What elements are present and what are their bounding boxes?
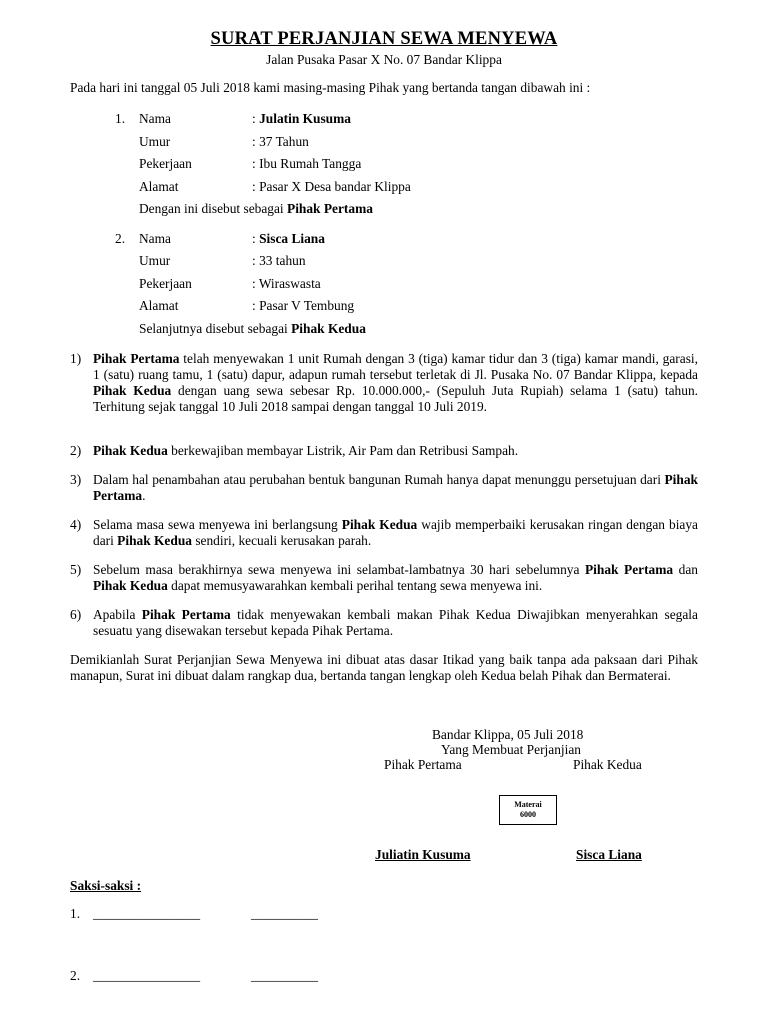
party1-number: 1. bbox=[115, 111, 126, 126]
party2-number: 2. bbox=[115, 231, 126, 246]
bold-term: Pihak Kedua bbox=[117, 533, 192, 548]
witness2-sign-line: __________ bbox=[251, 968, 318, 983]
intro-paragraph: Pada hari ini tanggal 05 Juli 2018 kami masing-masing Pihak yang bertanda tangan dibawah ini : bbox=[70, 80, 591, 95]
party1-address-label: Alamat bbox=[139, 179, 179, 194]
party1-role-text: Dengan ini disebut sebagai bbox=[139, 201, 288, 216]
signature-maker: Yang Membuat Perjanjian bbox=[441, 742, 581, 757]
party1-role-value: Pihak Pertama bbox=[287, 201, 373, 216]
document-title: SURAT PERJANJIAN SEWA MENYEWA bbox=[210, 29, 558, 49]
party2-role-value: Pihak Kedua bbox=[291, 321, 366, 336]
party1-age: : 37 Tahun bbox=[252, 134, 309, 149]
party2-address: : Pasar V Tembung bbox=[252, 298, 355, 313]
bold-term: Pihak Pertama bbox=[93, 472, 698, 503]
party2-name-value: Sisca Liana bbox=[259, 231, 325, 246]
materai-stamp bbox=[499, 795, 557, 825]
clause-text-part: dan bbox=[673, 562, 698, 577]
clause-text-part: wajib memperbaiki kerusakan ringan dengan biaya dari bbox=[93, 517, 699, 548]
party1-role bbox=[139, 201, 373, 217]
clause-text-part: dengan uang sewa sebesar Rp. 10.000.000,- (Sepuluh Juta Rupiah) selama 1 (satu) tahun. Terhitung sejak tanggal 10 Juli 2018 sampai dengan tanggal 10 Juli 2019. bbox=[93, 383, 698, 414]
bold-term: Pihak Kedua bbox=[93, 383, 172, 398]
signature-left-role: Pihak Pertama bbox=[384, 757, 462, 772]
clause-text-part: tidak menyewakan kembali makan Pihak Kedua Diwajibkan menyerahkan segala sesuatu yang disewakan tersebut kepada Pihak Pertama. bbox=[93, 607, 698, 638]
party1-job: : Ibu Rumah Tangga bbox=[252, 156, 362, 171]
party2-role bbox=[139, 321, 366, 337]
signature-left-name: Juliatin Kusuma bbox=[375, 847, 471, 862]
witnesses-heading: Saksi-saksi : bbox=[70, 878, 142, 893]
clause-text-part: . bbox=[142, 488, 146, 503]
clause-text-part: Apabila bbox=[93, 607, 142, 622]
party2-age: : 33 tahun bbox=[252, 253, 306, 268]
clause-text-part: sendiri, kecuali kerusakan parah. bbox=[191, 533, 372, 548]
clause4-text bbox=[93, 517, 698, 549]
witness2-number: 2. bbox=[70, 968, 81, 983]
stamp-value: 6000 bbox=[520, 810, 536, 819]
party2-job: : Wiraswasta bbox=[252, 276, 321, 291]
clause-text-part: Sebelum masa berakhirnya sewa menyewa ini selambat-lambatnya 30 hari sebelumnya bbox=[93, 562, 585, 577]
bold-term: Pihak Pertama bbox=[585, 562, 674, 577]
clause6-text bbox=[93, 607, 698, 639]
party2-job-label: Pekerjaan bbox=[139, 276, 192, 291]
colon: : bbox=[252, 111, 260, 126]
signature-place-date: Bandar Klippa, 05 Juli 2018 bbox=[432, 727, 584, 742]
bold-term: Pihak Pertama bbox=[141, 607, 231, 622]
witness1-sign-line: __________ bbox=[251, 906, 318, 921]
party1-name-label: Nama bbox=[139, 111, 171, 126]
colon: : bbox=[252, 231, 260, 246]
clause1-text bbox=[93, 351, 698, 415]
witness1-number: 1. bbox=[70, 906, 81, 921]
clause-text-part: Selama masa sewa menyewa ini berlangsung bbox=[93, 517, 342, 532]
witness2-name-line: ________________ bbox=[93, 968, 201, 983]
signature-right-name: Sisca Liana bbox=[576, 847, 642, 862]
bold-term: Pihak Kedua bbox=[93, 443, 168, 458]
clause5-text bbox=[93, 562, 698, 594]
party1-age-label: Umur bbox=[139, 134, 171, 149]
clause4-number: 4) bbox=[70, 517, 82, 532]
document-address: Jalan Pusaka Pasar X No. 07 Bandar Klippa bbox=[266, 52, 502, 67]
clause1-number: 1) bbox=[70, 351, 82, 366]
bold-term: Pihak Kedua bbox=[93, 578, 168, 593]
bold-term: Pihak Kedua bbox=[341, 517, 418, 532]
party1-address: : Pasar X Desa bandar Klippa bbox=[252, 179, 411, 194]
clause-text-part: berkewajiban membayar Listrik, Air Pam dan Retribusi Sampah. bbox=[167, 443, 519, 458]
clause2-number: 2) bbox=[70, 443, 82, 458]
party2-name-label: Nama bbox=[139, 231, 171, 246]
clause-text-part: telah menyewakan 1 unit Rumah dengan 3 (tiga) kamar tidur dan 3 (tiga) kamar mandi, garasi, 1 (satu) ruang tamu, 1 (satu) dapur, adapun rumah tersebut terletak di Jl. Pusaka No. 07 Bandar Klippa, kepada bbox=[93, 351, 698, 382]
witness1-name-line: ________________ bbox=[93, 906, 201, 921]
clause3-number: 3) bbox=[70, 472, 82, 487]
clause2-text bbox=[93, 443, 698, 459]
party2-role-text: Selanjutnya disebut sebagai bbox=[139, 321, 292, 336]
party1-name-value: Julatin Kusuma bbox=[259, 111, 351, 126]
party1-job-label: Pekerjaan bbox=[139, 156, 192, 171]
clause6-number: 6) bbox=[70, 607, 82, 622]
stamp-label: Materai bbox=[514, 800, 542, 809]
party1-name bbox=[252, 111, 351, 127]
party2-address-label: Alamat bbox=[139, 298, 179, 313]
party2-name bbox=[252, 231, 325, 247]
clause3-text bbox=[93, 472, 698, 504]
clause-text-part: Dalam hal penambahan atau perubahan bentuk bangunan Rumah hanya dapat menunggu persetujuan dari bbox=[93, 472, 665, 487]
closing-paragraph: Demikianlah Surat Perjanjian Sewa Menyewa ini dibuat atas dasar Itikad yang baik tanpa ada paksaan dari Pihak manapun, Surat ini dibuat dalam rangkap dua, bertanda tangan lengkap oleh Kedua belah Pihak dan Bermaterai. bbox=[70, 652, 698, 683]
clause-text-part: dapat memusyawarahkan kembali perihal tentang sewa menyewa ini. bbox=[167, 578, 543, 593]
clause5-number: 5) bbox=[70, 562, 82, 577]
bold-term: Pihak Pertama bbox=[93, 351, 180, 366]
signature-right-role: Pihak Kedua bbox=[573, 757, 642, 772]
party2-age-label: Umur bbox=[139, 253, 171, 268]
